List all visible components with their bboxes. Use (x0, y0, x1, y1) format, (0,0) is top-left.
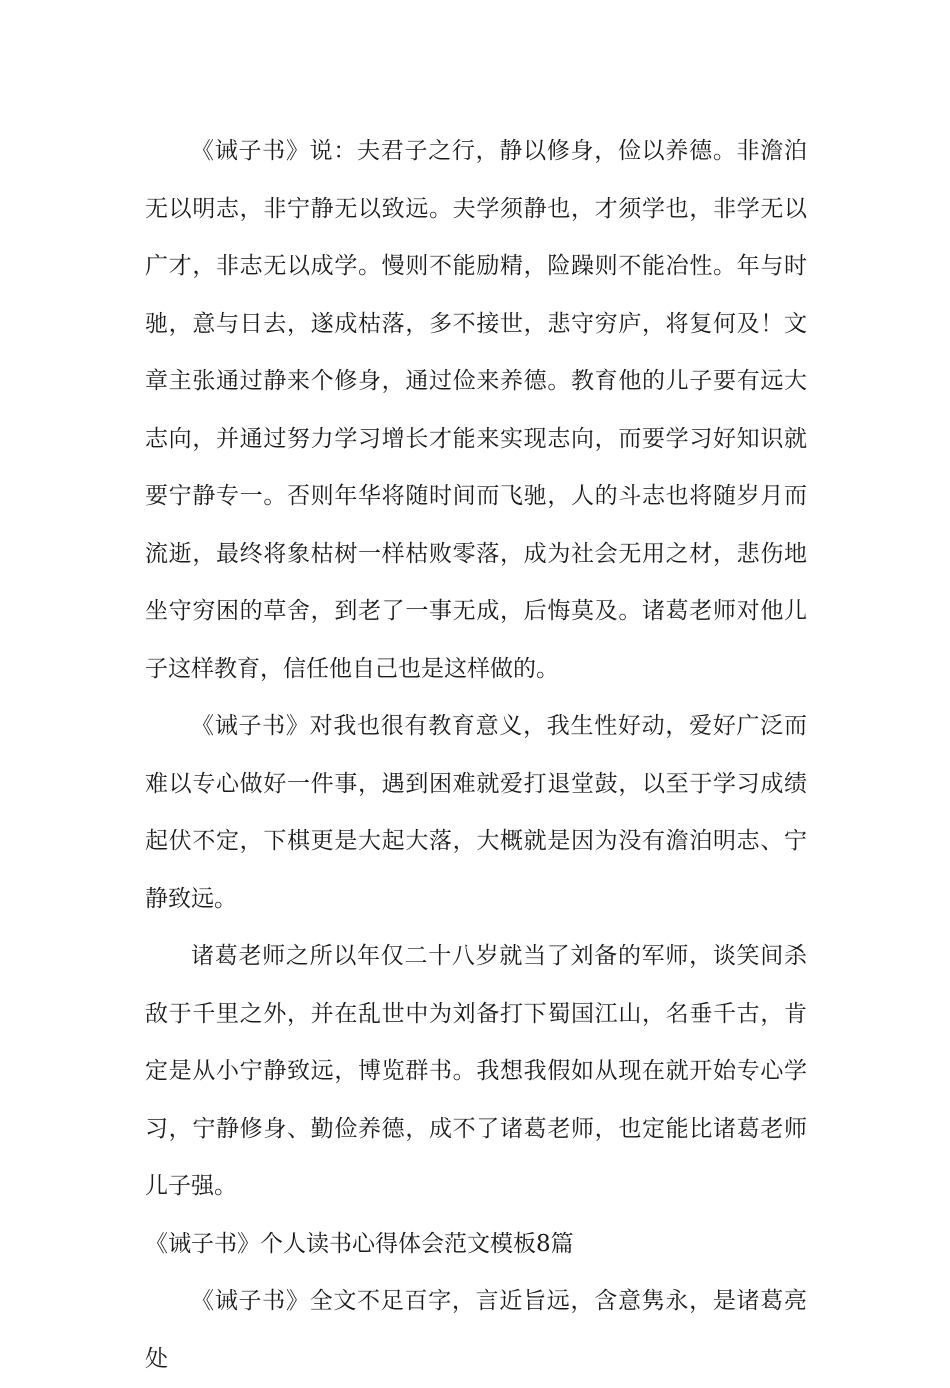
paragraph-1: 《诫子书》说：夫君子之行，静以修身，俭以养德。非澹泊无以明志，非宁静无以致远。夫学须静也，才须学也，非学无以广才，非志无以成学。慢则不能励精，险躁则不能冶性。年与时驰，意与日去，遂成枯落，多不接世，悲守穷庐，将复何及！文章主张通过静来个修身，通过俭来养德。教育他的儿子要有远大志向，并通过努力学习增长才能来实现志向，而要学习好知识就要宁静专一。否则年华将随时间而飞驰，人的斗志也将随岁月而流逝，最终将象枯树一样枯败零落，成为社会无用之材，悲伤地坐守穷困的草舍，到老了一事无成，后悔莫及。诸葛老师对他儿子这样教育，信任他自己也是这样做的。 (145, 138, 807, 682)
document-body (145, 123, 807, 1388)
paragraph-4: 《诫子书》全文不足百字，言近旨远，含意隽永，是诸葛亮处 (145, 1288, 807, 1372)
paragraph-3: 诸葛老师之所以年仅二十八岁就当了刘备的军师，谈笑间杀敌于千里之外，并在乱世中为刘备打下蜀国江山，名垂千古，肯定是从小宁静致远，博览群书。我想我假如从现在就开始专心学习，宁静修身、勤俭养德，成不了诸葛老师，也定能比诸葛老师儿子强。 (145, 943, 807, 1199)
paragraph-2: 《诫子书》对我也很有教育意义，我生性好动，爱好广泛而难以专心做好一件事，遇到困难就爱打退堂鼓，以至于学习成绩起伏不定，下棋更是大起大落，大概就是因为没有澹泊明志、宁静致远。 (145, 713, 807, 912)
section-heading: 《诫子书》个人读书心得体会范文模板8篇 (145, 1230, 574, 1257)
